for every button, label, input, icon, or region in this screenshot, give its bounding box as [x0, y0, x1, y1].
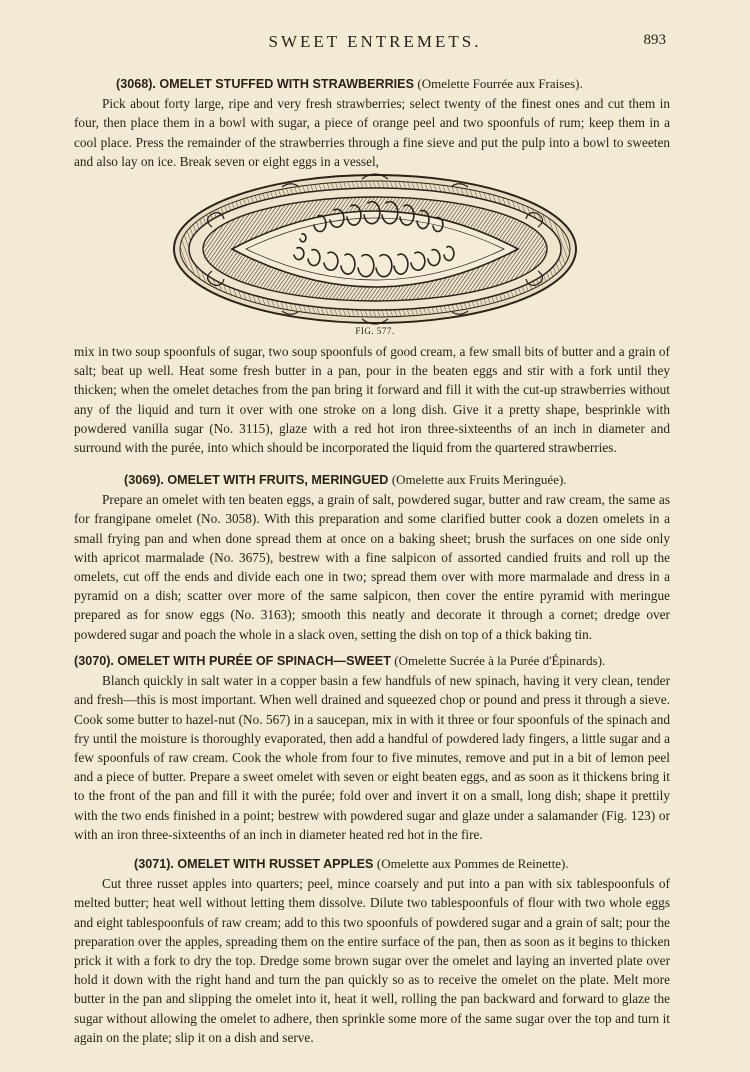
recipe-paragraph: Cut three russet apples into quarters; peel, mince coarsely and put into a pan with six tablespoonfuls of melted butter; heat well without letting them dissolve. Dilute two tablespoonfuls of flour with two whole eggs and eight tablespoonfuls of raw cream; add to this two spoonfuls of powdered sugar and a grain of salt; pour the preparation over the apples, spreading them on the entire surface of the pan, then as soon as it begins to thicken prick it with a fork to dry the top. Dredge some brown sugar over the omelet and laying an inverted plate over hold it down with the right hand and turn the pan quickly so as to receive the omelet on the plate. Melt more butter in the pan and slipping the omelet into it, heat it well, rolling the pan backward and forward to glaze the sugar without allowing the omelet to adhere, then sprinkle some more of the same sugar over the top and turn it again on the plate; slip it on a dish and serve. [74, 876, 670, 1045]
recipe-3068-continued [74, 342, 670, 457]
page-number: 893 [643, 32, 666, 48]
recipe-number: (3068). [116, 77, 156, 91]
recipe-paragraph: Blanch quickly in salt water in a copper basin a few handfuls of new spinach, having it very clean, tender and fresh—this is most important. When well drained and squeezed chop or pound and press it through a sieve. Cook some butter to hazel-nut (No. 567) in a saucepan, mix in with it three or four spoonfuls of the spinach and fry until the moisture is thoroughly evaporated, then add a handful of powdered lady fingers, a little sugar and a few spoonfuls of raw cream. Cook the whole from four to five minutes, remove and put in a bit of lemon peel and a piece of butter. Prepare a sweet omelet with seven or eight beaten eggs, and as soon as it thickens bring it to the front of the pan and fill it with the purée; fold over and invert it on a small, long dish; shape it prettily with the two ends finished in a point; bestrew with powdered sugar and glaze under a salamander (Fig. 123) or with an iron three-sixteenths of an inch in diameter heated red hot in the fire. [74, 673, 670, 842]
figure-caption: FIG. 577. [355, 326, 395, 336]
recipe-number: (3069). [124, 473, 164, 487]
recipe-paragraph-continued: mix in two soup spoonfuls of sugar, two soup spoonfuls of good cream, a few small bits of butter and a grain of salt; beat up well. Heat some fresh butter in a pan, pour in the beaten eggs and stir with a fork until they thicken; when the omelet detaches from the pan bring it forward and fill it with the cut-up strawberries without any of the liquid and turn it over with one stroke on a long dish. Give it a pretty shape, besprinkle with powdered vanilla sugar (No. 3115), glaze with a red hot iron three-sixteenths of an inch in diameter and surround with the purée, into which should be incorporated the liquid from the quartered strawberries. [74, 344, 670, 456]
recipe-3068-top [74, 74, 670, 171]
recipe-paragraph: Prepare an omelet with ten beaten eggs, a grain of salt, powdered sugar, butter and raw cream, the same as for frangipane omelet (No. 3058). With this preparation and some clarified butter cook a dozen omelets in a small frying pan and when done spread them at once on a baking sheet; brush the surfaces on one side only with apricot marmalade (No. 3675), bestrew with a fine salpicon of assorted candied fruits and roll up the omelets, cut off the ends and divide each one in two; spread them over with more marmalade and dress in a pyramid on a dish; scatter over more of the same salpicon, then cover the entire pyramid with meringue prepared as for snow eggs (No. 3163); smooth this neatly and decorate it through a cornet; dredge over powdered sugar and poach the whole in a slack oven, setting the dish on top of a thick baking tin. [74, 492, 670, 642]
running-title: SWEET ENTREMETS. [268, 32, 482, 51]
recipe-french-title: (Omelette Sucrée à la Purée d'Épinards). [394, 653, 606, 668]
recipe-heading [74, 74, 670, 94]
recipe-french-title: (Omelette Fourrée aux Fraises). [417, 76, 583, 91]
recipe-heading [74, 470, 670, 490]
recipe-title: OMELET STUFFED WITH STRAWBERRIES [159, 77, 414, 91]
recipe-paragraph: Pick about forty large, ripe and very fresh strawberries; select twenty of the finest ones and cut them in four, then place them in a bowl with sugar, a piece of orange peel and two spoonfuls of rum; keep them in a cool place. Press the remainder of the strawberries through a fine sieve and put the pulp into a bowl to sweeten and also lay on ice. Break seven or eight eggs in a vessel, [74, 96, 670, 169]
page-header [0, 30, 750, 54]
recipe-3070 [74, 651, 670, 844]
recipe-french-title: (Omelette aux Pommes de Reinette). [376, 856, 569, 871]
recipe-3069 [74, 470, 670, 644]
recipe-heading [74, 651, 670, 671]
recipe-heading [74, 854, 670, 874]
omelet-dish-engraving-icon [172, 167, 578, 327]
recipe-number: (3070). [74, 654, 114, 668]
recipe-title: OMELET WITH PURÉE OF SPINACH—SWEET [117, 654, 391, 668]
recipe-3071 [74, 854, 670, 1047]
recipe-french-title: (Omelette aux Fruits Meringuée). [391, 472, 567, 487]
recipe-title: OMELET WITH RUSSET APPLES [177, 857, 374, 871]
recipe-title: OMELET WITH FRUITS, MERINGUED [167, 473, 389, 487]
recipe-number: (3071). [134, 857, 174, 871]
